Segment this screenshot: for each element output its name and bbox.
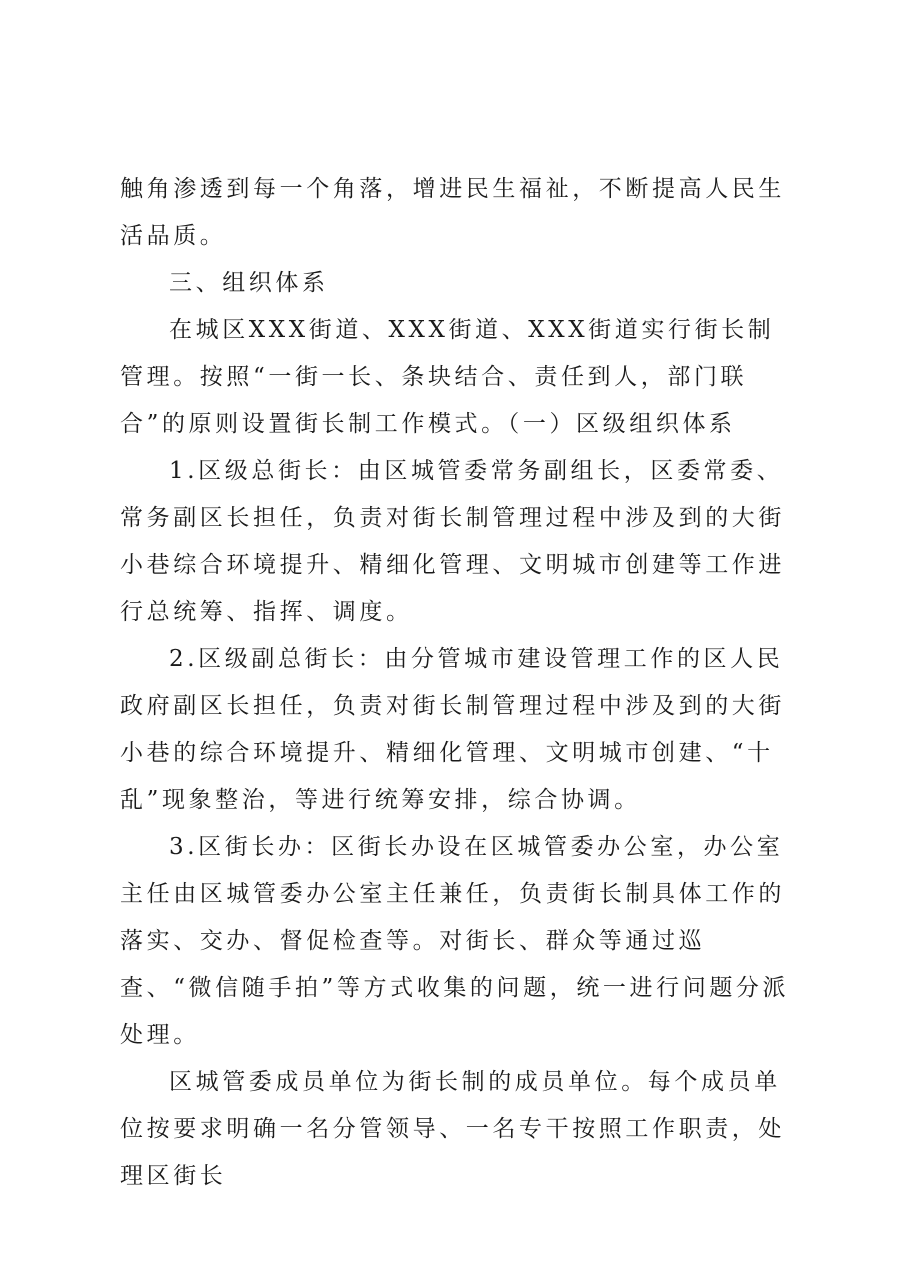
paragraph-intro: 在城区XXX街道、XXX街道、XXX街道实行街长制管理。按照“一街一长、条块结合、责任到人，部门联合”的原则设置街长制工作模式。（一）区级组织体系 (120, 317, 775, 437)
section-heading: 三、组织体系 (169, 270, 329, 296)
paragraph-continuation: 触角渗透到每一个角落，增进民生福祉，不断提高人民生活品质。 (120, 176, 785, 249)
document-body (120, 166, 800, 1200)
paragraph-item-2: 2.区级副总街长：由分管城市建设管理工作的区人民政府副区长担任，负责对街长制管理过程中涉及到的大街小巷的综合环境提升、精细化管理、文明城市创建、“十乱”现象整治，等进行统筹安排，综合协调。 (120, 646, 785, 813)
paragraph-member-units: 区城管委成员单位为街长制的成员单位。每个成员单位按要求明确一名分管领导、一名专干按照工作职责，处理区街长 (120, 1069, 785, 1189)
paragraph-item-3: 3.区街长办：区街长办设在区城管委办公室，办公室主任由区城管委办公室主任兼任，负责街长制具体工作的落实、交办、督促检查等。对街长、群众等通过巡查、“微信随手拍”等方式收集的问题，统一进行问题分派处理。 (120, 834, 790, 1048)
paragraph-item-1: 1.区级总街长：由区城管委常务副组长，区委常委、常务副区长担任，负责对街长制管理过程中涉及到的大街小巷综合环境提升、精细化管理、文明城市创建等工作进行总统筹、指挥、调度。 (120, 458, 785, 625)
